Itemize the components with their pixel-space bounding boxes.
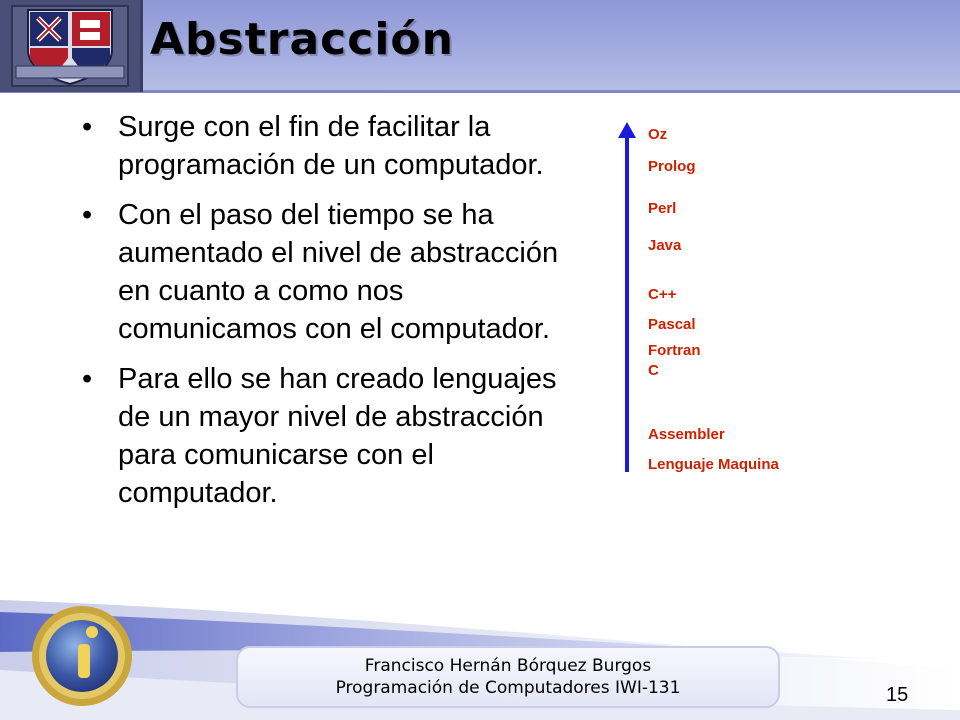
language-label-perl: Perl <box>648 200 677 217</box>
footer-caption <box>236 646 780 708</box>
footer-course: Programación de Computadores IWI-131 <box>335 678 681 698</box>
language-label-assembler: Assembler <box>648 426 725 443</box>
bullet-item <box>82 360 562 512</box>
bullet-text: Con el paso del tiempo se ha aumentado el nivel de abstracción en cuanto a como nos comunicamos con el computador. <box>118 199 559 345</box>
footer-author: Francisco Hernán Bórquez Burgos <box>364 656 652 676</box>
language-label-machine: Lenguaje Maquina <box>648 456 779 473</box>
language-label-pascal: Pascal <box>648 316 696 333</box>
page-number: 15 <box>886 684 909 706</box>
slide-title: Abstracción <box>150 14 454 65</box>
header-divider <box>0 90 960 93</box>
language-label-prolog: Prolog <box>648 158 696 175</box>
bullet-marker: • <box>82 363 93 395</box>
bullet-item <box>82 108 562 184</box>
bullet-marker: • <box>82 111 93 143</box>
bullet-text: Surge con el fin de facilitar la programación de un computador. <box>118 111 544 181</box>
i-logo-icon <box>32 606 132 706</box>
bullet-item <box>82 196 562 348</box>
language-label-cpp: C++ <box>648 286 677 303</box>
language-label-fortran: Fortran <box>648 342 701 359</box>
university-logo <box>0 0 143 92</box>
bullet-text: Para ello se han creado lenguajes de un mayor nivel de abstracción para comunicarse con el computador. <box>118 363 557 509</box>
bullet-list <box>82 108 562 524</box>
bullet-marker: • <box>82 199 93 231</box>
header-band <box>0 0 960 92</box>
language-label-java: Java <box>648 237 682 254</box>
abstraction-ladder <box>600 120 830 480</box>
crest-icon <box>0 0 140 92</box>
language-label-oz: Oz <box>648 126 668 143</box>
language-label-c: C <box>648 362 659 379</box>
